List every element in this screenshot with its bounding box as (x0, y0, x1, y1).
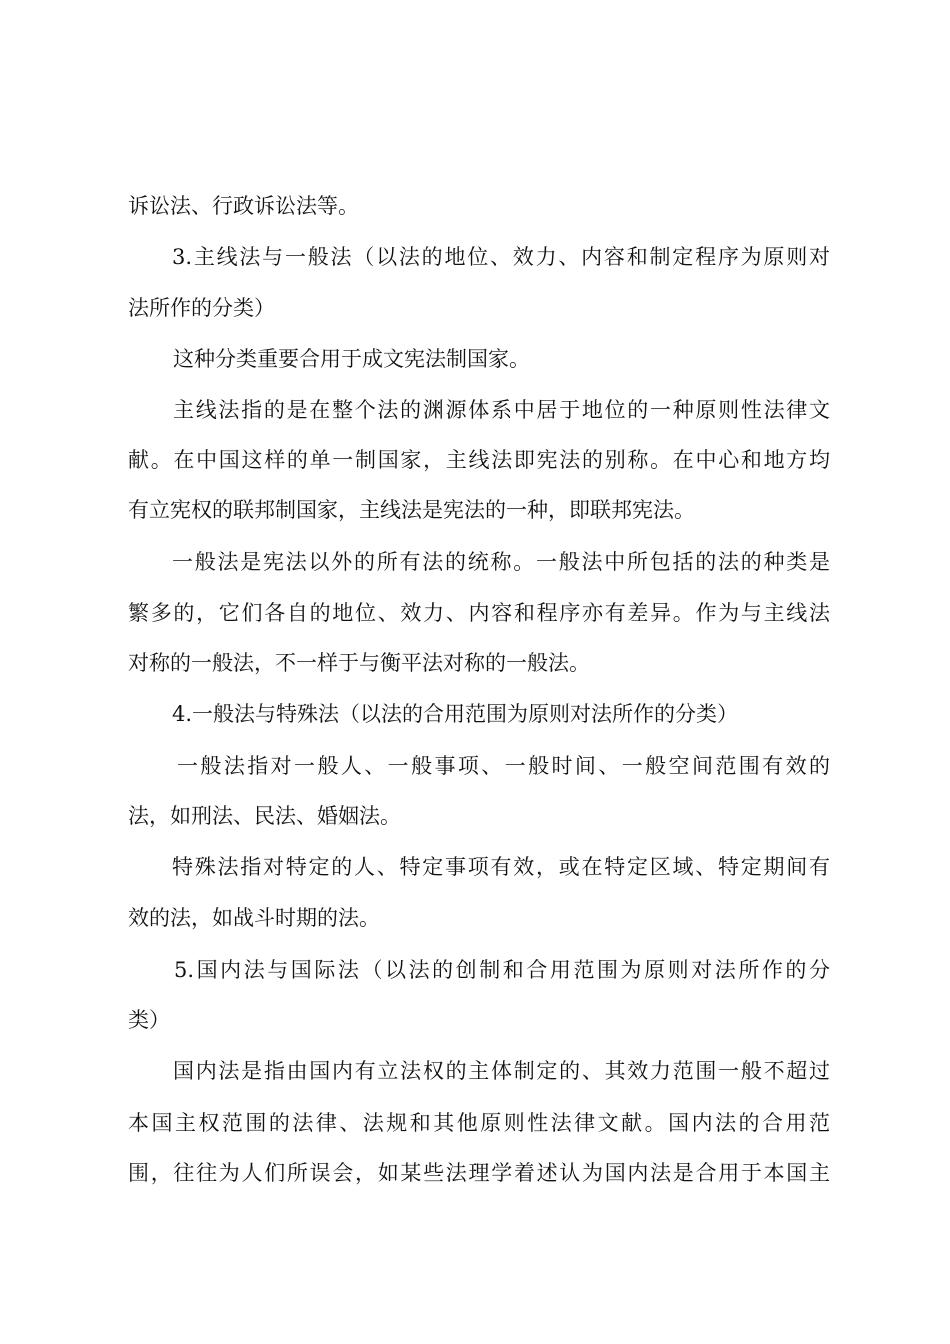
paragraph-line: 献。在中国这样的单一制国家，主线法即宪法的别称。在中心和地方均 (128, 448, 830, 472)
paragraph-line: 诉讼法、行政诉讼法等。 (128, 194, 359, 218)
section-heading-line: 3.主线法与一般法（以法的地位、效力、内容和制定程序为原则对 (172, 245, 830, 269)
section-heading-line: 法所作的分类） (128, 296, 275, 320)
section-heading-line: 5.国内法与国际法（以法的创制和合用范围为原则对法所作的分 (174, 958, 830, 982)
paragraph-line: 繁多的，它们各自的地位、效力、内容和程序亦有差异。作为与主线法 (128, 601, 830, 625)
paragraph-line: 对称的一般法，不一样于与衡平法对称的一般法。 (128, 651, 590, 675)
paragraph-line: 一般法是宪法以外的所有法的统称。一般法中所包括的法的种类是 (172, 550, 830, 574)
paragraph-line: 这种分类重要合用于成文宪法制国家。 (173, 347, 530, 371)
paragraph-line: 法，如刑法、民法、婚姻法。 (128, 804, 401, 828)
paragraph-line: 效的法，如战斗时期的法。 (128, 906, 380, 930)
paragraph-line: 一般法指对一般人、一般事项、一般时间、一般空间范围有效的 (177, 754, 830, 778)
paragraph-line: 国内法是指由国内有立法权的主体制定的、其效力范围一般不超过 (173, 1059, 830, 1083)
section-heading-line: 4.一般法与特殊法（以法的合用范围为原则对法所作的分类） (172, 702, 739, 726)
section-heading-line: 类） (128, 1008, 170, 1032)
paragraph-line: 本国主权范围的法律、法规和其他原则性法律文献。国内法的合用范 (128, 1111, 830, 1135)
paragraph-line: 主线法指的是在整个法的渊源体系中居于地位的一种原则性法律文 (173, 398, 830, 422)
paragraph-line: 有立宪权的联邦制国家，主线法是宪法的一种，即联邦宪法。 (128, 498, 695, 522)
paragraph-line: 围，往往为人们所误会，如某些法理学着述认为国内法是合用于本国主 (128, 1161, 830, 1185)
paragraph-line: 特殊法指对特定的人、特定事项有效，或在特定区域、特定期间有 (172, 855, 830, 879)
